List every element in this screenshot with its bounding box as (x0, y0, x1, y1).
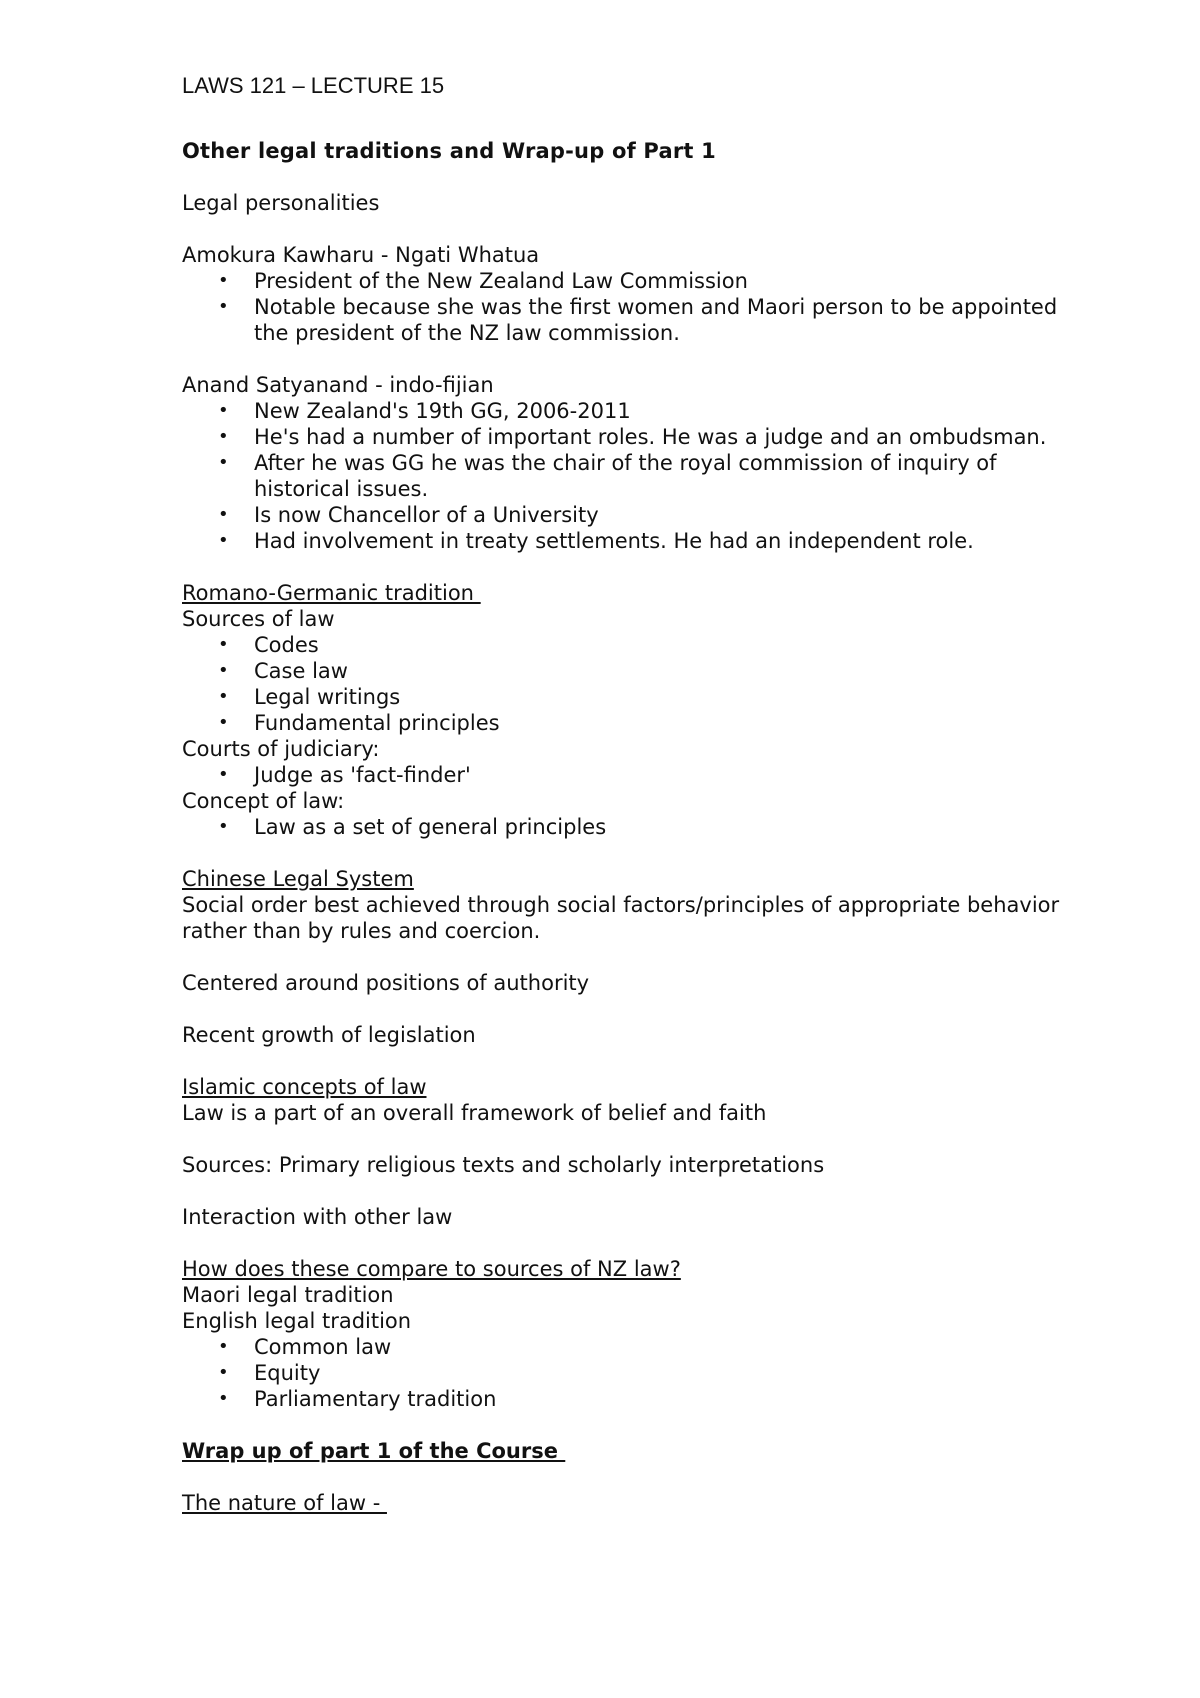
list-item: • Case law (218, 659, 348, 683)
list-item: • After he was GG he was the chair of the royal commission of inquiry of historical issues. (218, 451, 997, 501)
chinese-p1: Social order best achieved through social factors/principles of appropriate behavior rather than by rules and coercion. (182, 893, 1060, 943)
list-item: • Had involvement in treaty settlements. He had an independent role. (218, 529, 974, 553)
list-item: • Is now Chancellor of a University (218, 503, 599, 527)
list-item: • Legal writings (218, 685, 401, 709)
list-item: • Judge as 'fact-finder' (218, 763, 471, 787)
list-item: • President of the New Zealand Law Commission (218, 269, 748, 293)
compare-english: English legal tradition (182, 1309, 412, 1333)
bullet-icon: • (218, 1336, 229, 1357)
document-content (182, 72, 1082, 1516)
person1-list (182, 268, 1082, 346)
bullet-icon: • (218, 660, 229, 681)
person2-name: Anand Satyanand - indo-fijian (182, 373, 494, 397)
bullet-icon: • (218, 1362, 229, 1383)
lecture-title: Other legal traditions and Wrap-up of Part 1 (182, 139, 716, 163)
bullet-icon: • (218, 452, 229, 473)
wrapup-heading: Wrap up of part 1 of the Course (182, 1439, 566, 1463)
bullet-icon: • (218, 530, 229, 551)
legal-personalities-heading: Legal personalities (182, 191, 380, 215)
romano-heading: Romano-Germanic tradition (182, 581, 481, 605)
romano-courts-label: Courts of judiciary: (182, 737, 380, 761)
chinese-p2: Centered around positions of authority (182, 971, 590, 995)
romano-courts-list (182, 762, 1082, 788)
person1-name: Amokura Kawharu - Ngati Whatua (182, 243, 540, 267)
bullet-icon: • (218, 634, 229, 655)
bullet-icon: • (218, 426, 229, 447)
islamic-heading: Islamic concepts of law (182, 1075, 427, 1099)
nature-of-law-heading: The nature of law - (182, 1491, 387, 1515)
bullet-icon: • (218, 686, 229, 707)
bullet-icon: • (218, 270, 229, 291)
bullet-icon: • (218, 712, 229, 733)
course-header: LAWS 121 – LECTURE 15 (182, 73, 445, 98)
chinese-heading: Chinese Legal System (182, 867, 414, 891)
compare-maori: Maori legal tradition (182, 1283, 394, 1307)
islamic-p2: Sources: Primary religious texts and scholarly interpretations (182, 1153, 825, 1177)
list-item: • Notable because she was the first women and Maori person to be appointed the president of the NZ law commission. (218, 295, 1058, 345)
romano-concept-label: Concept of law: (182, 789, 345, 813)
romano-sources-label: Sources of law (182, 607, 335, 631)
bullet-icon: • (218, 296, 229, 317)
romano-concept-list (182, 814, 1082, 840)
compare-heading: How does these compare to sources of NZ law? (182, 1257, 681, 1281)
list-item: • New Zealand's 19th GG, 2006-2011 (218, 399, 631, 423)
list-item: • Common law (218, 1335, 392, 1359)
bullet-icon: • (218, 400, 229, 421)
list-item: • Codes (218, 633, 319, 657)
compare-list (182, 1334, 1082, 1412)
chinese-p3: Recent growth of legislation (182, 1023, 476, 1047)
bullet-icon: • (218, 504, 229, 525)
list-item: • Equity (218, 1361, 321, 1385)
list-item: • He's had a number of important roles. He was a judge and an ombudsman. (218, 425, 1047, 449)
list-item: • Parliamentary tradition (218, 1387, 497, 1411)
islamic-p1: Law is a part of an overall framework of belief and faith (182, 1101, 767, 1125)
islamic-p3: Interaction with other law (182, 1205, 453, 1229)
list-item: • Law as a set of general principles (218, 815, 607, 839)
bullet-icon: • (218, 764, 229, 785)
bullet-icon: • (218, 816, 229, 837)
romano-sources-list (182, 632, 1082, 736)
person2-list (182, 398, 1082, 554)
list-item: • Fundamental principles (218, 711, 500, 735)
bullet-icon: • (218, 1388, 229, 1409)
